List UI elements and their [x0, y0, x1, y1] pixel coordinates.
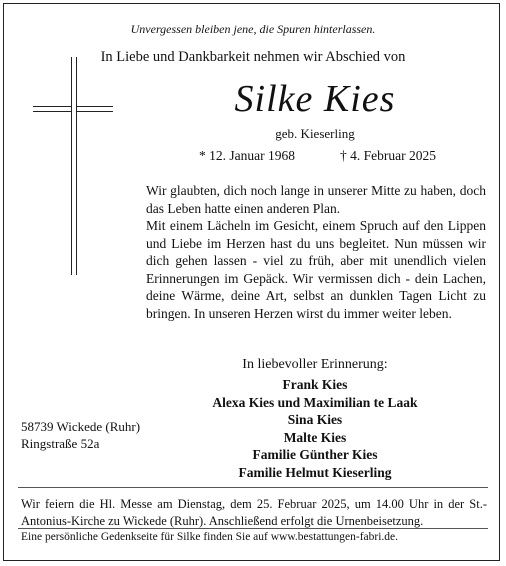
mourner: Malte Kies — [283, 429, 347, 445]
cross-icon-joint — [71, 106, 77, 112]
cross-icon — [71, 57, 77, 275]
poem-paragraph: Wir glaubten, dich noch lange in unserer Mitte zu haben, doch das Leben hatte einen anderen Plan. — [146, 183, 486, 216]
poem — [146, 182, 486, 322]
mourner: Frank Kies — [282, 377, 348, 392]
poem-paragraph: Mit einem Lächeln im Gesicht, einem Spruch auf den Lippen und Liebe im Herzen hast du uns begleitet. Nun müssen wir dich gehen lassen - viel zu früh, aber mit unendlich vielen Erinnerungen im Gepäck. Wir vermissen dich - dein Lachen, deine Wärme, deine Art, selbst an dunklen Tagen Licht zu bringen. In unseren Herzen wirst du immer weiter leben. — [146, 218, 486, 321]
address-line: 58739 Wickede (Ruhr) — [21, 419, 141, 434]
divider — [18, 528, 488, 529]
intro-text: In Liebe und Dankbarkeit nehmen wir Abschied von — [100, 49, 406, 65]
divider — [18, 487, 488, 488]
mourner: Familie Helmut Kieserling — [238, 464, 392, 480]
mass-notice: Wir feiern die Hl. Messe am Dienstag, dem 25. Februar 2025, um 14.00 Uhr in der St.-Antonius-Kirche zu Wickede (Ruhr). Anschließend erfolgt die Urnenbeisetzung. — [21, 497, 487, 528]
birth-name: geb. Kieserling — [275, 126, 355, 141]
mourner: Alexa Kies und Maximilian te Laak — [212, 394, 418, 410]
mourners-list — [130, 376, 500, 482]
address-line: Ringstraße 52a — [21, 436, 100, 451]
death-date: † 4. Februar 2025 — [340, 148, 436, 163]
mourner: Sina Kies — [287, 412, 343, 428]
website-notice: Eine persönliche Gedenkseite für Silke finden Sie auf www.bestattungen-fabri.de. — [21, 531, 399, 543]
address — [21, 418, 140, 452]
mourner: Familie Günther Kies — [252, 447, 378, 463]
memory-label: In liebevoller Erinnerung: — [242, 357, 388, 372]
birth-date: * 12. Januar 1968 — [199, 148, 295, 163]
motto: Unvergessen bleiben jene, die Spuren hinterlassen. — [130, 22, 376, 36]
deceased-name: Silke Kies — [234, 78, 396, 120]
